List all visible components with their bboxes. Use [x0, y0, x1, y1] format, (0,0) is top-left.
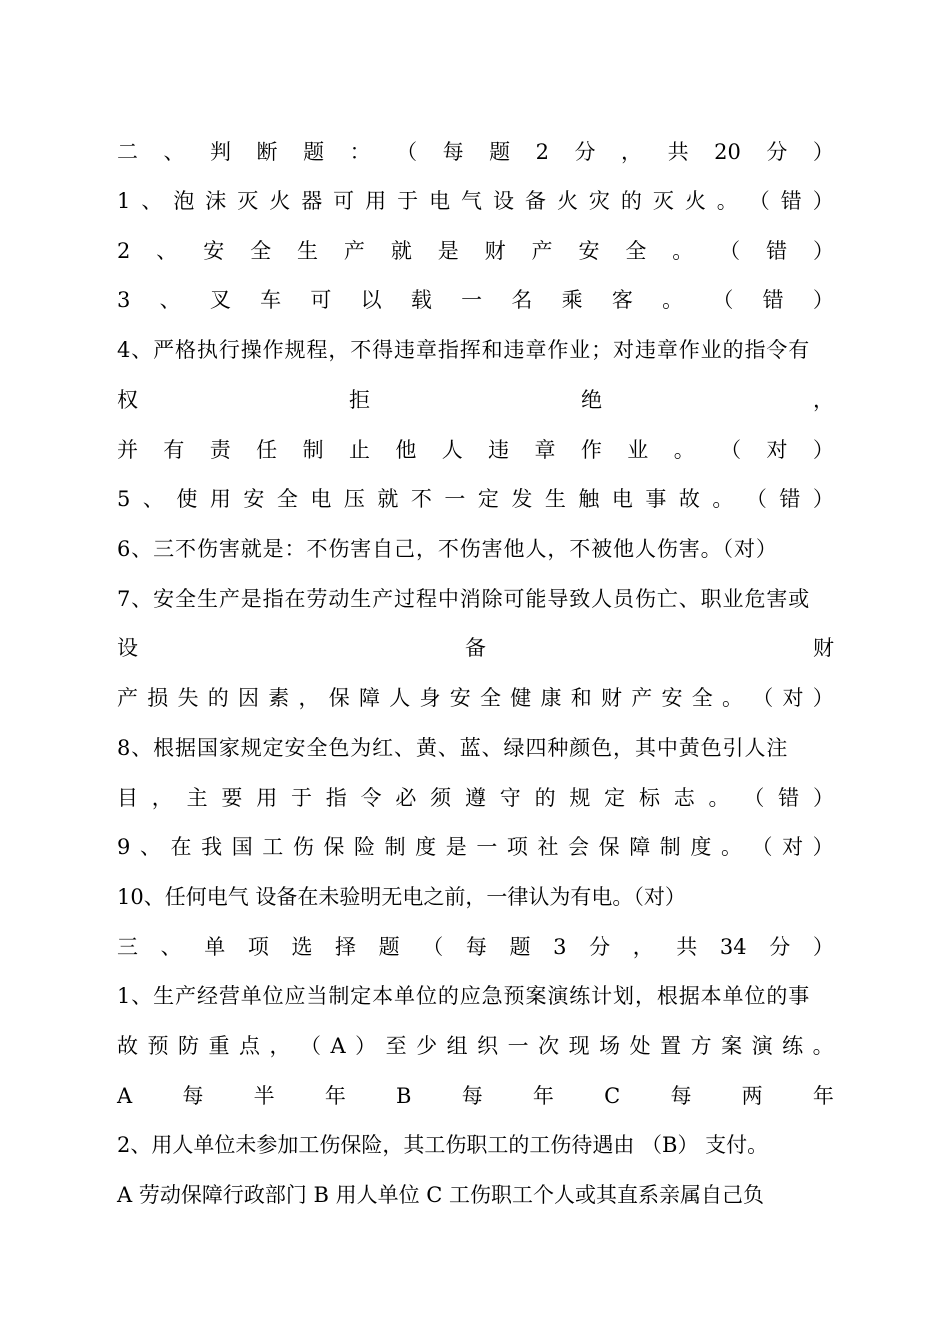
text-token: 判: [210, 140, 232, 164]
text-token: 标: [638, 786, 660, 810]
text-token: 项: [247, 935, 269, 959]
text-token: 二: [117, 140, 138, 164]
text-token: 。: [720, 835, 742, 859]
text-token: 题: [378, 935, 400, 959]
text-token: （: [743, 786, 765, 810]
text-token: 设: [117, 636, 138, 660]
question-line: 8、根据国家规定安全色为红、黄、蓝、绿四种颜色，其中黄色引人注: [117, 736, 789, 760]
text-token: 产: [631, 686, 653, 710]
text-token: 。: [708, 786, 730, 810]
text-token: 重: [208, 1034, 230, 1058]
text-token: 要: [221, 786, 243, 810]
text-token: ，: [269, 1034, 291, 1058]
text-token: 权: [117, 388, 138, 412]
text-token: 产: [531, 239, 553, 263]
question-line: 6、三不伤害就是：不伤害自己，不伤害他人，不被他人伤害。（对）: [117, 537, 778, 561]
text-token: 安: [243, 487, 265, 511]
text-token: ）: [812, 239, 834, 263]
text-token: 有: [163, 438, 185, 462]
text-token: 伤: [292, 835, 314, 859]
text-token: 置: [660, 1034, 682, 1058]
text-token: 电: [429, 189, 451, 213]
text-token: 触: [578, 487, 600, 511]
text-token: ，: [151, 786, 173, 810]
text-token: 每: [465, 935, 487, 959]
text-token: 于: [397, 189, 419, 213]
text-token: 现: [568, 1034, 590, 1058]
text-token: 目: [117, 786, 138, 810]
text-token: 财: [601, 686, 622, 710]
question-line: [117, 432, 834, 468]
text-token: 选: [291, 935, 313, 959]
answer-options: A 劳动保障行政部门 B 用人单位 C 工伤职工个人或其直系亲属自己负: [117, 1183, 765, 1207]
text-token: 灭: [237, 189, 259, 213]
text-token: 。: [672, 239, 694, 263]
text-token: 每: [670, 1084, 692, 1108]
text-token: 章: [534, 438, 556, 462]
text-token: 泡: [173, 189, 195, 213]
text-token: 在: [170, 835, 192, 859]
text-token: （: [712, 288, 734, 312]
text-token: 对: [766, 438, 788, 462]
text-token: 故: [117, 1034, 138, 1058]
text-token: 健: [510, 686, 532, 710]
text-token: 保: [598, 835, 620, 859]
text-token: 全: [480, 686, 501, 710]
text-token: 气: [461, 189, 483, 213]
question-line: [117, 780, 834, 816]
text-token: 对: [782, 686, 804, 710]
text-token: 拒: [349, 388, 370, 412]
text-token: 压: [343, 487, 365, 511]
question-line: [117, 481, 834, 517]
text-token: 案: [721, 1034, 743, 1058]
question-line: [117, 183, 834, 219]
text-token: 是: [437, 239, 459, 263]
text-token: 令: [360, 786, 382, 810]
text-token: 规: [569, 786, 591, 810]
text-token: 。: [662, 288, 684, 312]
text-token: 社: [537, 835, 559, 859]
text-token: 和: [570, 686, 592, 710]
text-token: 灭: [652, 189, 674, 213]
text-token: 错: [766, 239, 788, 263]
text-token: 于: [290, 786, 312, 810]
text-token: 灾: [588, 189, 610, 213]
text-token: 产: [117, 686, 138, 710]
text-token: 半: [253, 1084, 275, 1108]
text-token: 少: [416, 1034, 438, 1058]
question-line: [117, 233, 834, 269]
text-token: 错: [780, 189, 802, 213]
text-token: 全: [276, 487, 298, 511]
text-token: 题: [303, 140, 325, 164]
text-token: 次: [538, 1034, 560, 1058]
text-token: 。: [673, 438, 695, 462]
text-token: 一: [444, 487, 466, 511]
text-token: 生: [544, 487, 566, 511]
text-token: 乘: [561, 288, 583, 312]
text-token: 违: [488, 438, 510, 462]
text-token: 9: [117, 835, 131, 859]
text-token: 单: [204, 935, 226, 959]
text-token: 一: [476, 835, 498, 859]
text-token: 三: [117, 935, 138, 959]
text-token: 保: [323, 835, 345, 859]
text-token: 就: [390, 239, 412, 263]
text-token: 以: [360, 288, 382, 312]
text-token: 制: [659, 835, 681, 859]
text-token: 的: [620, 189, 642, 213]
text-token: 作: [580, 438, 602, 462]
text-token: 分: [766, 140, 788, 164]
text-token: ，: [298, 686, 320, 710]
text-token: 安: [449, 686, 471, 710]
text-token: 。: [722, 686, 743, 710]
text-token: 电: [310, 487, 332, 511]
text-token: 、: [159, 288, 181, 312]
text-token: 织: [477, 1034, 499, 1058]
text-token: A: [117, 1084, 133, 1108]
text-token: 因: [238, 686, 259, 710]
text-token: 客: [611, 288, 633, 312]
text-token: 34: [719, 935, 747, 959]
text-token: 项: [506, 835, 528, 859]
text-token: 择: [335, 935, 357, 959]
text-token: 方: [690, 1034, 712, 1058]
text-token: ，: [621, 140, 643, 164]
text-token: 须: [430, 786, 452, 810]
text-token: 一: [461, 288, 483, 312]
text-token: 并: [117, 438, 138, 462]
question-line: [117, 829, 834, 865]
text-token: （: [752, 686, 774, 710]
question-line: [117, 630, 834, 666]
text-token: 分: [589, 935, 611, 959]
text-token: （: [422, 935, 444, 959]
text-token: 一: [507, 1034, 529, 1058]
text-token: 遵: [464, 786, 486, 810]
text-token: 至: [385, 1034, 407, 1058]
text-token: 安: [578, 239, 600, 263]
text-token: 断: [256, 140, 278, 164]
text-token: 错: [762, 288, 784, 312]
text-token: 不: [410, 487, 432, 511]
text-token: 必: [395, 786, 417, 810]
text-token: 错: [779, 487, 801, 511]
text-token: （: [751, 835, 773, 859]
text-token: ）: [812, 288, 834, 312]
text-token: 用: [256, 786, 278, 810]
text-token: 题: [489, 140, 511, 164]
text-token: 年: [324, 1084, 346, 1108]
text-token: 人: [441, 438, 463, 462]
text-token: 、: [142, 487, 164, 511]
text-token: 任: [256, 438, 278, 462]
text-token: 志: [673, 786, 695, 810]
text-token: C: [604, 1084, 621, 1108]
text-token: 保: [328, 686, 350, 710]
text-token: 制: [384, 835, 406, 859]
text-token: （: [300, 1034, 321, 1058]
text-token: 2: [117, 239, 131, 263]
text-token: 火: [269, 189, 291, 213]
text-token: 组: [446, 1034, 468, 1058]
text-token: 他: [395, 438, 417, 462]
text-token: 火: [556, 189, 578, 213]
text-token: 处: [629, 1034, 651, 1058]
text-token: ：: [349, 140, 371, 164]
text-token: 使: [176, 487, 198, 511]
text-token: 5: [117, 487, 131, 511]
question-line: [117, 382, 834, 418]
text-token: 3: [553, 935, 567, 959]
text-token: 电: [611, 487, 633, 511]
text-token: 题: [509, 935, 531, 959]
text-token: 对: [782, 835, 804, 859]
text-token: 用: [365, 189, 387, 213]
text-token: 每: [442, 140, 464, 164]
text-token: 名: [511, 288, 533, 312]
text-token: 、: [141, 189, 163, 213]
text-token: 故: [678, 487, 700, 511]
section-heading-single-choice: [117, 929, 834, 965]
text-token: 防: [178, 1034, 199, 1058]
text-token: 火: [684, 189, 706, 213]
text-token: ）: [812, 935, 834, 959]
text-token: 备: [524, 189, 546, 213]
text-token: 责: [209, 438, 231, 462]
text-token: （: [719, 239, 741, 263]
question-line: [117, 282, 834, 318]
text-token: （: [748, 189, 770, 213]
text-token: 会: [568, 835, 590, 859]
text-token: 可: [310, 288, 332, 312]
text-token: 国: [231, 835, 253, 859]
answer-options: [117, 1078, 834, 1114]
text-token: B: [396, 1084, 412, 1108]
text-token: ）: [812, 786, 834, 810]
question-line: 4、严格执行操作规程，不得违章指挥和违章作业；对违章作业的指令有: [117, 338, 811, 362]
text-token: ）: [812, 438, 834, 462]
text-token: 用: [209, 487, 231, 511]
text-token: 财: [813, 636, 834, 660]
text-token: 就: [377, 487, 399, 511]
text-token: 失: [177, 686, 199, 710]
text-token: 两: [741, 1084, 763, 1108]
text-token: 设: [493, 189, 514, 213]
question-line: [117, 680, 834, 716]
text-token: 、: [139, 835, 161, 859]
text-token: 身: [419, 686, 441, 710]
text-token: 备: [465, 636, 486, 660]
text-token: 安: [661, 686, 683, 710]
text-token: 年: [812, 1084, 834, 1108]
section-heading-true-false: [117, 134, 834, 170]
text-token: 守: [499, 786, 521, 810]
text-token: 分: [574, 140, 596, 164]
text-token: 发: [511, 487, 533, 511]
text-token: 度: [690, 835, 712, 859]
text-token: 分: [769, 935, 791, 959]
text-token: 可: [333, 189, 355, 213]
text-token: 点: [239, 1034, 260, 1058]
text-token: 、: [160, 935, 182, 959]
text-token: （: [745, 487, 767, 511]
text-token: 、: [163, 140, 185, 164]
text-token: ，: [632, 935, 654, 959]
text-token: 事: [645, 487, 667, 511]
question-line: 1、生产经营单位应当制定本单位的应急预案演练计划，根据本单位的事: [117, 984, 811, 1008]
text-token: 产: [343, 239, 365, 263]
text-token: 指: [325, 786, 347, 810]
text-token: 器: [301, 189, 323, 213]
text-token: 沫: [205, 189, 227, 213]
text-token: （: [720, 438, 742, 462]
text-token: 共: [667, 140, 689, 164]
text-token: ，: [813, 388, 834, 412]
text-token: 。: [812, 1034, 834, 1058]
text-token: 险: [354, 835, 375, 859]
text-token: ）: [812, 140, 834, 164]
text-token: 2: [535, 140, 550, 164]
text-token: 是: [445, 835, 467, 859]
text-token: 障: [359, 686, 380, 710]
text-token: 生: [297, 239, 318, 263]
text-token: 障: [629, 835, 651, 859]
text-token: ）: [812, 686, 834, 710]
text-token: 全: [625, 239, 647, 263]
text-token: 定: [477, 487, 499, 511]
text-token: 人: [389, 686, 411, 710]
text-token: 载: [410, 288, 432, 312]
text-token: 全: [250, 239, 272, 263]
text-token: 演: [751, 1034, 773, 1058]
text-token: 。: [716, 189, 738, 213]
text-token: 20: [714, 140, 741, 164]
question-line: 10、任何电气 设备在未验明无电之前，一律认为有电。（对）: [117, 885, 686, 909]
text-token: 车: [260, 288, 282, 312]
text-token: ）: [812, 835, 834, 859]
text-token: 主: [186, 786, 208, 810]
text-token: 3: [117, 288, 131, 312]
text-token: 1: [117, 189, 131, 213]
text-token: 康: [540, 686, 562, 710]
text-token: 每: [182, 1084, 204, 1108]
text-token: 制: [302, 438, 324, 462]
question-line: 7、安全生产是指在劳动生产过程中消除可能导致人员伤亡、职业危害或: [117, 587, 811, 611]
text-token: ）: [355, 1034, 377, 1058]
text-token: 错: [778, 786, 800, 810]
text-token: A: [330, 1034, 346, 1058]
text-token: 的: [207, 686, 229, 710]
text-token: 度: [415, 835, 437, 859]
text-token: 。: [712, 487, 734, 511]
text-token: 定: [604, 786, 626, 810]
text-token: （: [396, 140, 418, 164]
text-token: 绝: [581, 388, 602, 412]
text-token: 财: [484, 239, 506, 263]
text-token: 、: [156, 239, 178, 263]
text-token: 止: [348, 438, 370, 462]
text-token: 预: [147, 1034, 169, 1058]
text-token: 素: [268, 686, 290, 710]
text-token: 工: [262, 835, 284, 859]
text-token: 练: [782, 1034, 804, 1058]
text-token: 损: [147, 686, 169, 710]
text-token: ）: [812, 189, 834, 213]
text-token: 的: [534, 786, 556, 810]
text-token: 业: [627, 438, 649, 462]
text-token: ）: [812, 487, 834, 511]
text-token: 安: [203, 239, 225, 263]
text-token: 年: [532, 1084, 554, 1108]
text-token: 共: [676, 935, 698, 959]
question-line: 2、用人单位未参加工伤保险，其工伤职工的工伤待遇由 （B） 支付。: [117, 1133, 769, 1157]
text-token: 场: [599, 1034, 621, 1058]
question-line: [117, 1028, 834, 1064]
text-token: 叉: [209, 288, 231, 312]
text-token: 每: [461, 1084, 483, 1108]
text-token: 全: [691, 686, 713, 710]
text-token: 我: [201, 835, 223, 859]
